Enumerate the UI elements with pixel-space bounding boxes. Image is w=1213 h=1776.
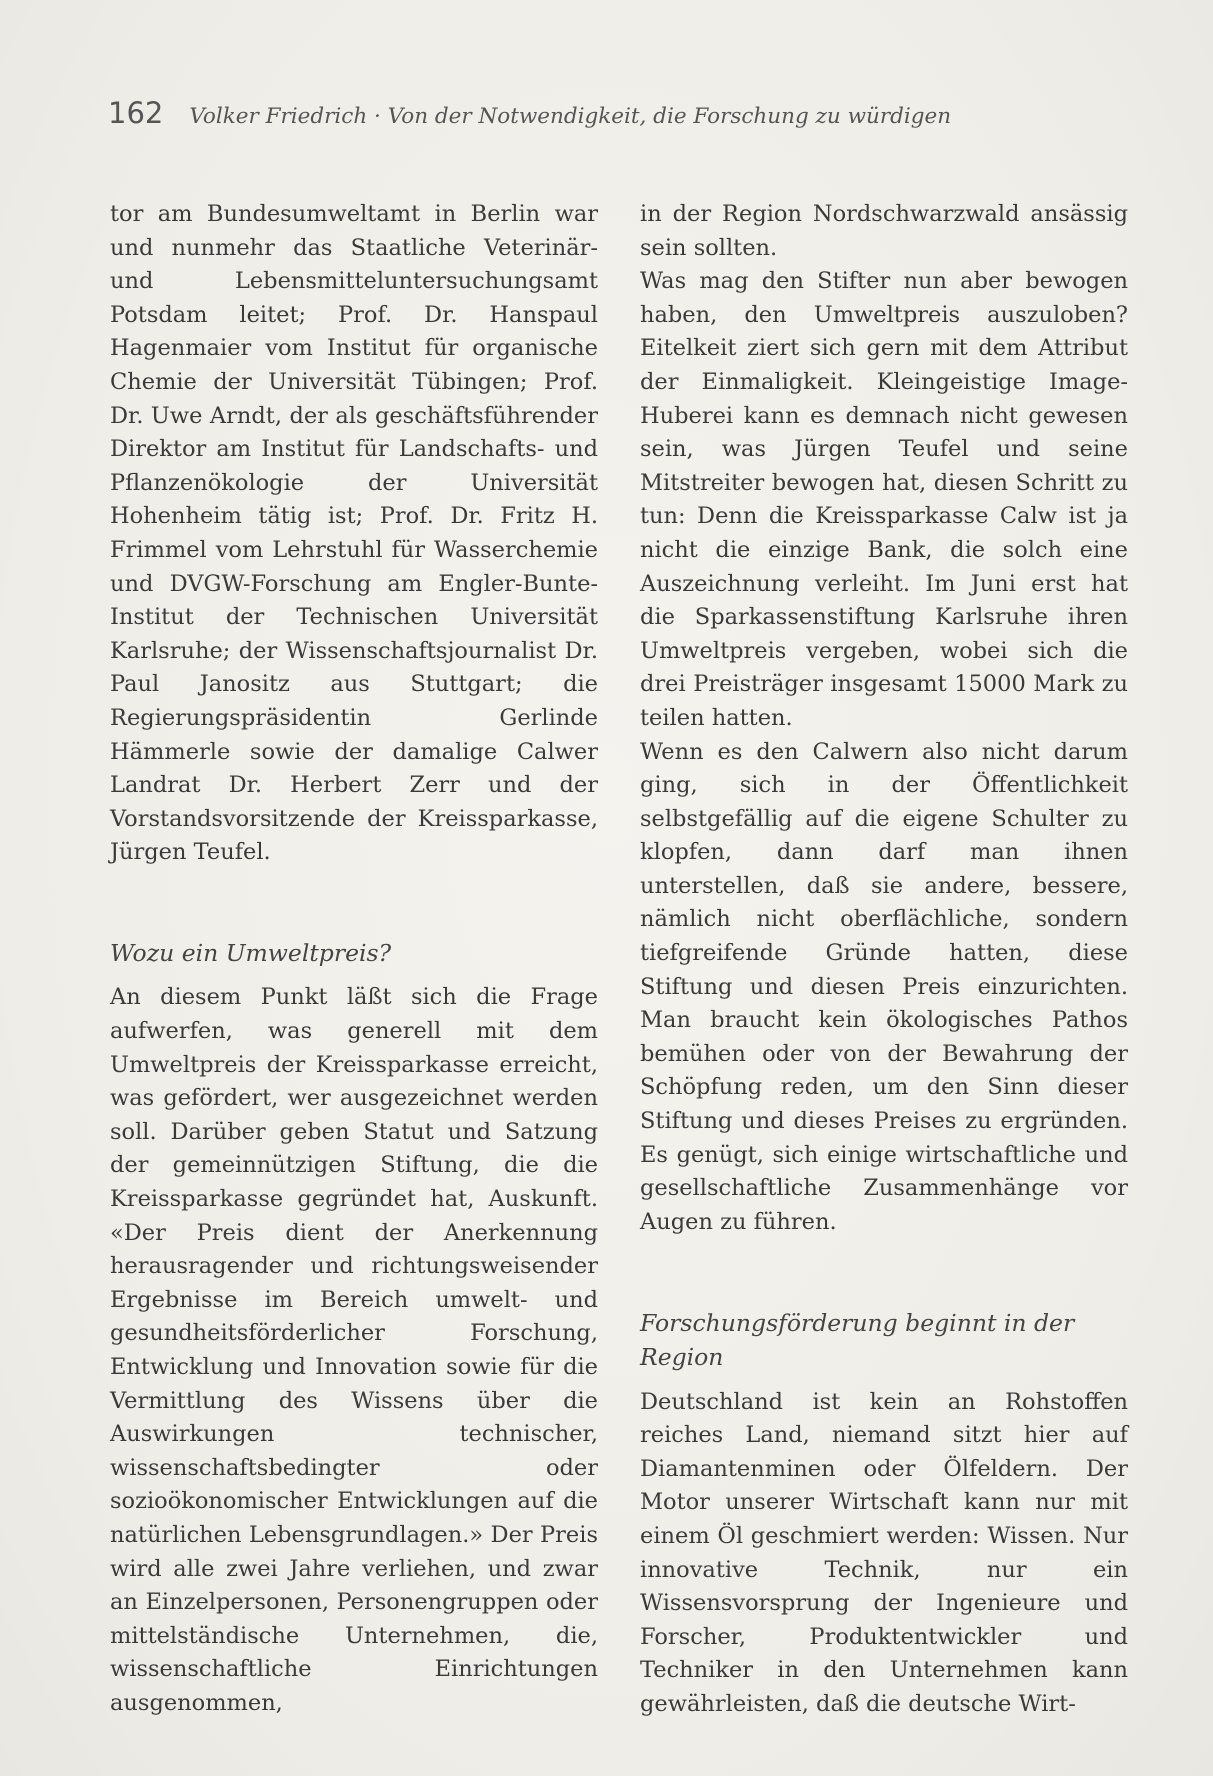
right-paragraph-2: Was mag den Stifter nun aber bewogen haben, den Umweltpreis auszuloben? Eitelkeit ziert sich gern mit dem Attribut der Einmaligkeit. Kleingeistige Image-Huberei kann es demnach nicht gewesen sein, was Jürgen Teufel und seine Mitstreiter bewogen hat, diesen Schritt zu tun: Denn die Kreissparkasse Calw ist ja nicht die einzige Bank, die solch eine Auszeichnung verleiht. Im Juni erst hat die Sparkassenstiftung Karlsruhe ihren Umweltpreis vergeben, wobei sich die drei Preisträger insgesamt 15000 Mark zu teilen hatten. — [640, 268, 1128, 731]
right-column — [640, 198, 1128, 1722]
section-heading-umweltpreis: Wozu ein Umweltpreis? — [110, 938, 392, 967]
page-number: 162 — [108, 96, 164, 130]
page-header — [108, 96, 1108, 136]
running-head: Volker Friedrich · Von der Notwendigkeit, die Forschung zu würdigen — [189, 104, 952, 129]
right-paragraph-1: in der Region Nordschwarzwald ansässig sein sollten. — [640, 201, 1128, 261]
left-column — [110, 198, 598, 1721]
right-paragraph-3: Wenn es den Calwern also nicht darum ging, sich in der Öffentlichkeit selbstgefällig auf die eigene Schulter zu klopfen, dann darf man ihnen unterstellen, daß sie andere, bessere, nämlich nicht oberflächliche, sondern tiefgreifende Gründe hatten, diese Stiftung und diesen Preis einzurichten. Man braucht kein ökologisches Pathos bemühen oder von der Bewahrung der Schöpfung reden, um den Sinn dieser Stiftung und dieses Preises zu ergründen. Es genügt, sich einige wirtschaftliche und gesellschaftliche Zusammenhänge vor Augen zu führen. — [640, 738, 1128, 1235]
section-heading-forschungsfoerderung: Forschungsförderung beginnt in der Region — [640, 1309, 1075, 1371]
left-paragraph-1: tor am Bundesumweltamt in Berlin war und nunmehr das Staatliche Veterinär- und Lebensmitteluntersuchungsamt Potsdam leitet; Prof. Dr. Hanspaul Hagenmaier vom Institut für organische Chemie der Universität Tübingen; Prof. Dr. Uwe Arndt, der als geschäftsführender Direktor am Institut für Landschafts- und Pflanzenökologie der Universität Hohenheim tätig ist; Prof. Dr. Fritz H. Frimmel vom Lehrstuhl für Wasserchemie und DVGW-Forschung am Engler-Bunte-Institut der Technischen Universität Karlsruhe; der Wissenschaftsjournalist Dr. Paul Janositz aus Stuttgart; die Regierungspräsidentin Gerlinde Hämmerle sowie der damalige Calwer Landrat Dr. Herbert Zerr und der Vorstandsvorsitzende der Kreissparkasse, Jürgen Teufel. — [110, 201, 598, 866]
left-paragraph-2: An diesem Punkt läßt sich die Frage aufwerfen, was generell mit dem Umweltpreis der Kreissparkasse erreicht, was gefördert, wer ausgezeichnet werden soll. Darüber geben Statut und Satzung der gemeinnützigen Stiftung, die die Kreissparkasse gegründet hat, Auskunft. «Der Preis dient der Anerkennung herausragender und richtungsweisender Ergebnisse im Bereich umwelt- und gesundheitsförderlicher Forschung, Entwicklung und Innovation sowie für die Vermittlung des Wissens über die Auswirkungen technischer, wissenschaftsbedingter oder sozioökonomischer Entwicklungen auf die natürlichen Lebensgrundlagen.» Der Preis wird alle zwei Jahre verliehen, und zwar an Einzelpersonen, Personengruppen oder mittelständische Unternehmen, die, wissenschaftliche Einrichtungen ausgenommen, — [110, 984, 598, 1716]
right-paragraph-4: Deutschland ist kein an Rohstoffen reiches Land, niemand sitzt hier auf Diamantenminen oder Ölfeldern. Der Motor unserer Wirtschaft kann nur mit einem Öl geschmiert werden: Wissen. Nur innovative Technik, nur ein Wissensvorsprung der Ingenieure und Forscher, Produktentwickler und Techniker in den Unternehmen kann gewährleisten, daß die deutsche Wirt- — [640, 1388, 1128, 1717]
